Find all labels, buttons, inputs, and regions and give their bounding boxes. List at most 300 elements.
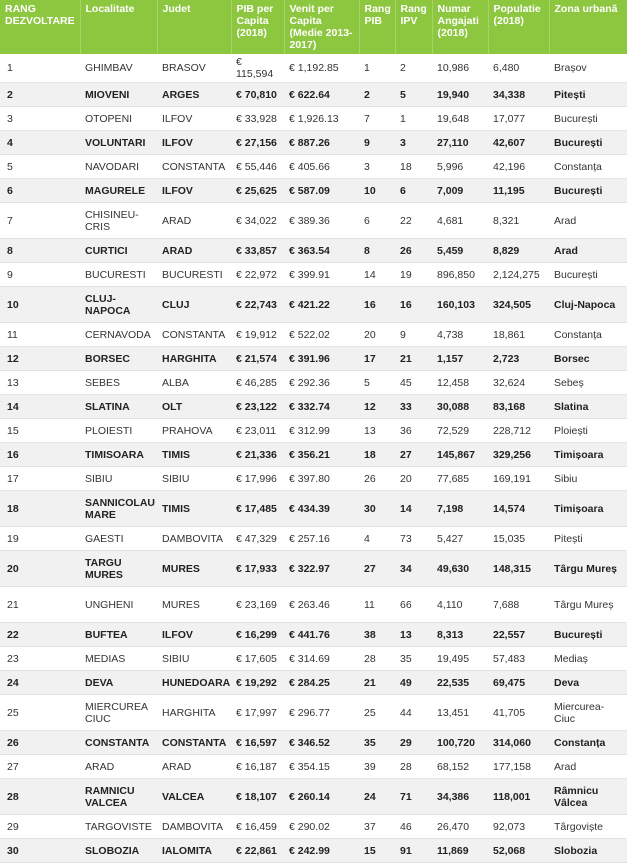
cell-rang-ipv: 46 (395, 815, 432, 839)
cell-pib: € 18,107 (231, 779, 284, 815)
table-row (0, 179, 627, 203)
cell-populatie: 34,338 (488, 83, 549, 107)
cell-angajati: 1,157 (432, 347, 488, 371)
cell-rang: 16 (0, 443, 80, 467)
cell-rang-ipv: 5 (395, 83, 432, 107)
cell-rang-ipv: 21 (395, 347, 432, 371)
cell-zona-urbana: Târgu Mureș (549, 551, 627, 587)
cell-rang: 2 (0, 83, 80, 107)
cell-angajati: 896,850 (432, 263, 488, 287)
cell-rang-pib: 16 (359, 287, 395, 323)
cell-pib: € 17,605 (231, 647, 284, 671)
cell-rang-pib: 10 (359, 179, 395, 203)
cell-rang-pib: 27 (359, 551, 395, 587)
cell-zona-urbana: Sibiu (549, 467, 627, 491)
table-row (0, 623, 627, 647)
cell-localitate: RAMNICU VALCEA (80, 779, 157, 815)
cell-rang-ipv: 33 (395, 395, 432, 419)
cell-venit: € 354.15 (284, 755, 359, 779)
cell-rang-ipv: 1 (395, 107, 432, 131)
table-row (0, 839, 627, 863)
cell-pib: € 27,156 (231, 131, 284, 155)
table-row (0, 239, 627, 263)
cell-rang-pib: 30 (359, 491, 395, 527)
cell-zona-urbana: Târgoviște (549, 815, 627, 839)
cell-judet: CLUJ (157, 287, 231, 323)
cell-localitate: SEBES (80, 371, 157, 395)
cell-pib: € 16,187 (231, 755, 284, 779)
cell-localitate: ARAD (80, 755, 157, 779)
cell-venit: € 290.02 (284, 815, 359, 839)
header-venit-per-capita: Venit per Capita (Medie 2013-2017) (284, 0, 359, 54)
cell-zona-urbana: Târgu Mureș (549, 587, 627, 623)
cell-localitate: CURTICI (80, 239, 157, 263)
header-localitate: Localitate (80, 0, 157, 54)
table-row (0, 587, 627, 623)
cell-venit: € 257.16 (284, 527, 359, 551)
cell-localitate: SLOBOZIA (80, 839, 157, 863)
cell-localitate: SLATINA (80, 395, 157, 419)
cell-angajati: 72,529 (432, 419, 488, 443)
cell-venit: € 421.22 (284, 287, 359, 323)
cell-rang-pib: 25 (359, 695, 395, 731)
cell-zona-urbana: București (549, 131, 627, 155)
header-populatie: Populatie (2018) (488, 0, 549, 54)
cell-angajati: 11,869 (432, 839, 488, 863)
cell-angajati: 34,386 (432, 779, 488, 815)
cell-populatie: 42,196 (488, 155, 549, 179)
cell-venit: € 356.21 (284, 443, 359, 467)
cell-populatie: 11,195 (488, 179, 549, 203)
cell-angajati: 5,459 (432, 239, 488, 263)
cell-rang: 26 (0, 731, 80, 755)
cell-localitate: MEDIAS (80, 647, 157, 671)
cell-zona-urbana: Slobozia (549, 839, 627, 863)
cell-localitate: MIERCUREA CIUC (80, 695, 157, 731)
cell-localitate: BORSEC (80, 347, 157, 371)
cell-localitate: BUCURESTI (80, 263, 157, 287)
cell-rang-pib: 11 (359, 587, 395, 623)
cell-zona-urbana: Pitești (549, 83, 627, 107)
header-zona-urbana: Zona urbană (549, 0, 627, 54)
cell-localitate: CHISINEU-CRIS (80, 203, 157, 239)
cell-zona-urbana: Timișoara (549, 443, 627, 467)
cell-rang-pib: 15 (359, 839, 395, 863)
cell-rang-ipv: 36 (395, 419, 432, 443)
cell-angajati: 30,088 (432, 395, 488, 419)
header-rang-dezvoltare: RANG DEZVOLTARE (0, 0, 80, 54)
table-row (0, 695, 627, 731)
cell-angajati: 19,495 (432, 647, 488, 671)
cell-venit: € 260.14 (284, 779, 359, 815)
cell-localitate: TARGU MURES (80, 551, 157, 587)
cell-rang-ipv: 28 (395, 755, 432, 779)
cell-rang: 23 (0, 647, 80, 671)
cell-judet: IALOMITA (157, 839, 231, 863)
table-row (0, 419, 627, 443)
cell-rang: 8 (0, 239, 80, 263)
table-row (0, 551, 627, 587)
cell-rang-ipv: 91 (395, 839, 432, 863)
cell-venit: € 312.99 (284, 419, 359, 443)
cell-zona-urbana: Arad (549, 203, 627, 239)
cell-rang: 14 (0, 395, 80, 419)
cell-rang: 29 (0, 815, 80, 839)
cell-zona-urbana: Deva (549, 671, 627, 695)
cell-pib: € 17,485 (231, 491, 284, 527)
cell-populatie: 22,557 (488, 623, 549, 647)
cell-angajati: 5,427 (432, 527, 488, 551)
cell-rang-ipv: 29 (395, 731, 432, 755)
cell-rang-ipv: 3 (395, 131, 432, 155)
cell-venit: € 441.76 (284, 623, 359, 647)
cell-populatie: 15,035 (488, 527, 549, 551)
cell-angajati: 4,681 (432, 203, 488, 239)
cell-zona-urbana: Arad (549, 239, 627, 263)
cell-venit: € 1,192.85 (284, 54, 359, 83)
cell-rang: 27 (0, 755, 80, 779)
cell-zona-urbana: București (549, 263, 627, 287)
cell-rang-ipv: 14 (395, 491, 432, 527)
header-rang-pib: Rang PIB (359, 0, 395, 54)
cell-localitate: GAESTI (80, 527, 157, 551)
cell-pib: € 22,743 (231, 287, 284, 323)
table-row (0, 731, 627, 755)
cell-rang: 11 (0, 323, 80, 347)
table-row (0, 395, 627, 419)
cell-rang-pib: 20 (359, 323, 395, 347)
cell-populatie: 177,158 (488, 755, 549, 779)
cell-localitate: TARGOVISTE (80, 815, 157, 839)
cell-venit: € 887.26 (284, 131, 359, 155)
cell-rang-ipv: 49 (395, 671, 432, 695)
cell-venit: € 522.02 (284, 323, 359, 347)
cell-zona-urbana: Constanța (549, 155, 627, 179)
cell-judet: CONSTANTA (157, 155, 231, 179)
cell-rang: 18 (0, 491, 80, 527)
cell-zona-urbana: Ploiești (549, 419, 627, 443)
cell-rang: 19 (0, 527, 80, 551)
cell-rang: 3 (0, 107, 80, 131)
cell-judet: ILFOV (157, 131, 231, 155)
cell-venit: € 389.36 (284, 203, 359, 239)
cell-judet: ARAD (157, 239, 231, 263)
cell-zona-urbana: Sebeș (549, 371, 627, 395)
cell-rang: 17 (0, 467, 80, 491)
cell-rang-pib: 38 (359, 623, 395, 647)
table-row (0, 83, 627, 107)
cell-pib: € 22,972 (231, 263, 284, 287)
cell-zona-urbana: Miercurea-Ciuc (549, 695, 627, 731)
cell-pib: € 46,285 (231, 371, 284, 395)
cell-venit: € 284.25 (284, 671, 359, 695)
cell-populatie: 148,315 (488, 551, 549, 587)
table-row (0, 203, 627, 239)
cell-judet: BRASOV (157, 54, 231, 83)
cell-populatie: 329,256 (488, 443, 549, 467)
cell-rang: 10 (0, 287, 80, 323)
cell-pib: € 21,574 (231, 347, 284, 371)
cell-rang-ipv: 22 (395, 203, 432, 239)
cell-angajati: 5,996 (432, 155, 488, 179)
cell-judet: ILFOV (157, 179, 231, 203)
cell-angajati: 7,198 (432, 491, 488, 527)
cell-zona-urbana: Borsec (549, 347, 627, 371)
cell-zona-urbana: București (549, 623, 627, 647)
cell-judet: ILFOV (157, 107, 231, 131)
cell-judet: MURES (157, 551, 231, 587)
cell-angajati: 145,867 (432, 443, 488, 467)
cell-localitate: DEVA (80, 671, 157, 695)
cell-rang: 25 (0, 695, 80, 731)
cell-pib: € 16,299 (231, 623, 284, 647)
cell-pib: € 22,861 (231, 839, 284, 863)
cell-rang: 15 (0, 419, 80, 443)
cell-judet: HARGHITA (157, 695, 231, 731)
cell-populatie: 17,077 (488, 107, 549, 131)
cell-populatie: 14,574 (488, 491, 549, 527)
cell-venit: € 622.64 (284, 83, 359, 107)
cell-rang-pib: 35 (359, 731, 395, 755)
cell-angajati: 10,986 (432, 54, 488, 83)
cell-rang-ipv: 13 (395, 623, 432, 647)
cell-rang-ipv: 45 (395, 371, 432, 395)
cell-zona-urbana: Pitești (549, 527, 627, 551)
cell-pib: € 17,996 (231, 467, 284, 491)
cell-judet: ALBA (157, 371, 231, 395)
cell-rang-pib: 9 (359, 131, 395, 155)
cell-localitate: CERNAVODA (80, 323, 157, 347)
cell-angajati: 19,648 (432, 107, 488, 131)
cell-rang-pib: 24 (359, 779, 395, 815)
cell-venit: € 434.39 (284, 491, 359, 527)
cell-rang-ipv: 6 (395, 179, 432, 203)
cell-localitate: PLOIESTI (80, 419, 157, 443)
cell-populatie: 52,068 (488, 839, 549, 863)
cell-angajati: 49,630 (432, 551, 488, 587)
table-row (0, 131, 627, 155)
cell-venit: € 1,926.13 (284, 107, 359, 131)
cell-rang: 21 (0, 587, 80, 623)
cell-venit: € 405.66 (284, 155, 359, 179)
cell-judet: SIBIU (157, 647, 231, 671)
cell-judet: ARAD (157, 203, 231, 239)
table-body (0, 54, 627, 863)
cell-venit: € 263.46 (284, 587, 359, 623)
cell-rang-ipv: 44 (395, 695, 432, 731)
cell-rang-pib: 2 (359, 83, 395, 107)
cell-angajati: 7,009 (432, 179, 488, 203)
cell-rang-ipv: 34 (395, 551, 432, 587)
cell-zona-urbana: Mediaș (549, 647, 627, 671)
cell-judet: PRAHOVA (157, 419, 231, 443)
cell-populatie: 41,705 (488, 695, 549, 731)
cell-angajati: 26,470 (432, 815, 488, 839)
cell-populatie: 7,688 (488, 587, 549, 623)
cell-rang-ipv: 73 (395, 527, 432, 551)
cell-pib: € 33,928 (231, 107, 284, 131)
cell-venit: € 346.52 (284, 731, 359, 755)
cell-pib: € 17,997 (231, 695, 284, 731)
cell-populatie: 6,480 (488, 54, 549, 83)
cell-rang-pib: 14 (359, 263, 395, 287)
cell-pib: € 34,022 (231, 203, 284, 239)
cell-judet: CONSTANTA (157, 731, 231, 755)
cell-angajati: 19,940 (432, 83, 488, 107)
cell-judet: ILFOV (157, 623, 231, 647)
cell-rang-pib: 26 (359, 467, 395, 491)
cell-venit: € 292.36 (284, 371, 359, 395)
cell-venit: € 587.09 (284, 179, 359, 203)
table-row (0, 491, 627, 527)
cell-populatie: 18,861 (488, 323, 549, 347)
cell-rang-ipv: 2 (395, 54, 432, 83)
cell-rang-ipv: 71 (395, 779, 432, 815)
cell-angajati: 77,685 (432, 467, 488, 491)
table-row (0, 347, 627, 371)
table-row (0, 671, 627, 695)
cell-pib: € 23,122 (231, 395, 284, 419)
cell-localitate: GHIMBAV (80, 54, 157, 83)
cell-judet: MURES (157, 587, 231, 623)
cell-populatie: 32,624 (488, 371, 549, 395)
cell-rang-ipv: 18 (395, 155, 432, 179)
table-row (0, 263, 627, 287)
cell-rang: 1 (0, 54, 80, 83)
cell-zona-urbana: Brașov (549, 54, 627, 83)
cell-rang-pib: 7 (359, 107, 395, 131)
cell-populatie: 83,168 (488, 395, 549, 419)
table-row (0, 779, 627, 815)
cell-venit: € 399.91 (284, 263, 359, 287)
cell-rang: 22 (0, 623, 80, 647)
table-row (0, 155, 627, 179)
cell-judet: HARGHITA (157, 347, 231, 371)
cell-populatie: 228,712 (488, 419, 549, 443)
cell-zona-urbana: Slatina (549, 395, 627, 419)
cell-pib: € 55,446 (231, 155, 284, 179)
cell-venit: € 322.97 (284, 551, 359, 587)
cell-venit: € 363.54 (284, 239, 359, 263)
table-row (0, 647, 627, 671)
cell-pib: € 16,597 (231, 731, 284, 755)
cell-rang-pib: 17 (359, 347, 395, 371)
header-judet: Judet (157, 0, 231, 54)
table-row (0, 323, 627, 347)
cell-zona-urbana: București (549, 107, 627, 131)
cell-populatie: 42,607 (488, 131, 549, 155)
table-row (0, 287, 627, 323)
cell-rang-pib: 12 (359, 395, 395, 419)
cell-rang: 30 (0, 839, 80, 863)
cell-rang-pib: 39 (359, 755, 395, 779)
cell-zona-urbana: Arad (549, 755, 627, 779)
cell-judet: ARAD (157, 755, 231, 779)
cell-localitate: BUFTEA (80, 623, 157, 647)
cell-rang-ipv: 35 (395, 647, 432, 671)
cell-venit: € 391.96 (284, 347, 359, 371)
cell-pib: € 23,169 (231, 587, 284, 623)
cell-populatie: 2,723 (488, 347, 549, 371)
cell-angajati: 100,720 (432, 731, 488, 755)
cell-rang-pib: 18 (359, 443, 395, 467)
cell-localitate: MAGURELE (80, 179, 157, 203)
cell-rang: 7 (0, 203, 80, 239)
cell-rang: 12 (0, 347, 80, 371)
cell-judet: BUCURESTI (157, 263, 231, 287)
cell-populatie: 69,475 (488, 671, 549, 695)
cell-angajati: 160,103 (432, 287, 488, 323)
cell-populatie: 314,060 (488, 731, 549, 755)
cell-localitate: TIMISOARA (80, 443, 157, 467)
cell-rang: 4 (0, 131, 80, 155)
cell-judet: CONSTANTA (157, 323, 231, 347)
cell-rang-pib: 3 (359, 155, 395, 179)
cell-angajati: 8,313 (432, 623, 488, 647)
cell-localitate: MIOVENI (80, 83, 157, 107)
cell-rang-ipv: 26 (395, 239, 432, 263)
cell-venit: € 296.77 (284, 695, 359, 731)
cell-judet: DAMBOVITA (157, 815, 231, 839)
cell-rang-pib: 5 (359, 371, 395, 395)
cell-pib: € 19,292 (231, 671, 284, 695)
cell-zona-urbana: Timișoara (549, 491, 627, 527)
cell-judet: TIMIS (157, 443, 231, 467)
table-row (0, 54, 627, 83)
cell-rang-pib: 13 (359, 419, 395, 443)
cell-judet: HUNEDOARA (157, 671, 231, 695)
cell-pib: € 70,810 (231, 83, 284, 107)
cell-angajati: 4,110 (432, 587, 488, 623)
cell-zona-urbana: Constanța (549, 323, 627, 347)
cell-populatie: 8,321 (488, 203, 549, 239)
cell-angajati: 22,535 (432, 671, 488, 695)
cell-populatie: 2,124,275 (488, 263, 549, 287)
cell-angajati: 4,738 (432, 323, 488, 347)
cell-judet: OLT (157, 395, 231, 419)
cell-rang: 9 (0, 263, 80, 287)
table-row (0, 527, 627, 551)
cell-populatie: 92,073 (488, 815, 549, 839)
cell-populatie: 324,505 (488, 287, 549, 323)
table-row (0, 755, 627, 779)
cell-rang-pib: 28 (359, 647, 395, 671)
cell-pib: € 115,594 (231, 54, 284, 83)
cell-pib: € 47,329 (231, 527, 284, 551)
cell-zona-urbana: Constanța (549, 731, 627, 755)
cell-pib: € 25,625 (231, 179, 284, 203)
cell-venit: € 397.80 (284, 467, 359, 491)
cell-judet: TIMIS (157, 491, 231, 527)
cell-pib: € 17,933 (231, 551, 284, 587)
cell-pib: € 19,912 (231, 323, 284, 347)
table-row (0, 371, 627, 395)
cell-judet: SIBIU (157, 467, 231, 491)
cell-localitate: NAVODARI (80, 155, 157, 179)
header-rang-ipv: Rang IPV (395, 0, 432, 54)
table-row (0, 815, 627, 839)
cell-rang: 20 (0, 551, 80, 587)
cell-rang-ipv: 16 (395, 287, 432, 323)
cell-rang: 5 (0, 155, 80, 179)
cell-populatie: 8,829 (488, 239, 549, 263)
cell-rang-ipv: 27 (395, 443, 432, 467)
cell-rang: 28 (0, 779, 80, 815)
cell-rang-pib: 37 (359, 815, 395, 839)
cell-zona-urbana: Cluj-Napoca (549, 287, 627, 323)
header-row (0, 0, 627, 54)
table-row (0, 467, 627, 491)
